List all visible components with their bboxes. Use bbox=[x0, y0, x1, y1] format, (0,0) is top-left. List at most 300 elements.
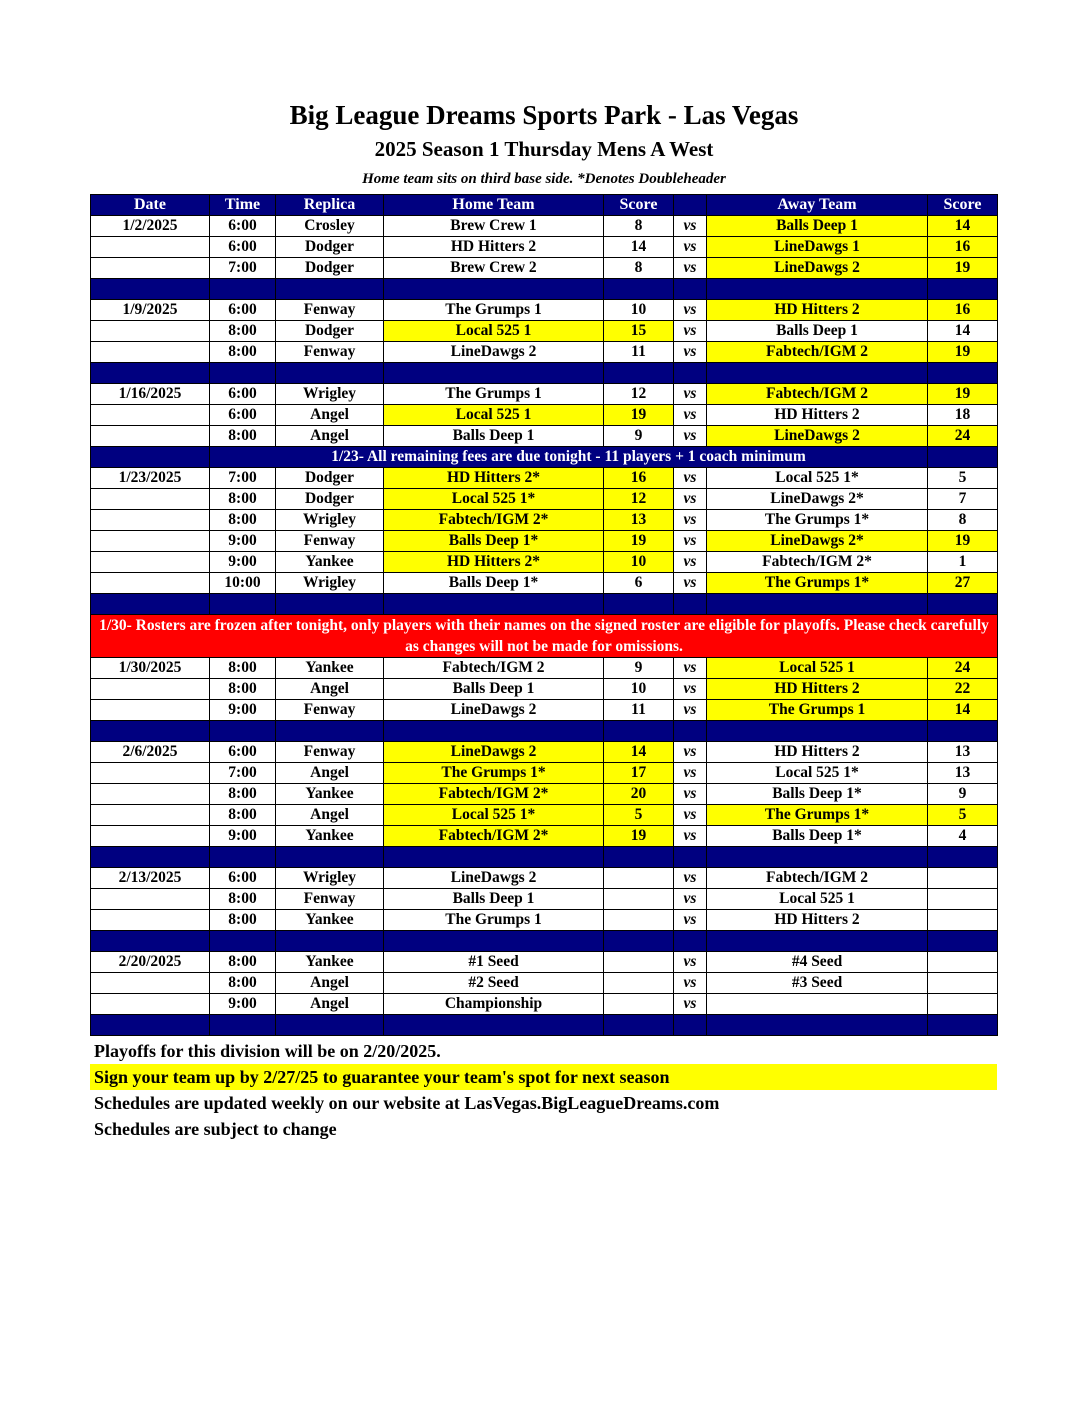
vs-label: vs bbox=[674, 889, 707, 910]
week-separator bbox=[91, 363, 998, 384]
vs-label: vs bbox=[674, 405, 707, 426]
separator-cell bbox=[674, 363, 707, 384]
away-score: 19 bbox=[928, 342, 998, 363]
vs-label: vs bbox=[674, 258, 707, 279]
game-field: Dodger bbox=[276, 237, 384, 258]
separator-cell bbox=[91, 931, 210, 952]
vs-label: vs bbox=[674, 531, 707, 552]
away-team: Balls Deep 1* bbox=[707, 826, 928, 847]
home-team: HD Hitters 2* bbox=[384, 552, 604, 573]
game-row bbox=[91, 742, 998, 763]
home-team: LineDawgs 2 bbox=[384, 742, 604, 763]
col-header-date: Date bbox=[91, 195, 210, 216]
away-team: LineDawgs 2 bbox=[707, 426, 928, 447]
game-time: 9:00 bbox=[210, 826, 276, 847]
separator-cell bbox=[674, 847, 707, 868]
separator-cell bbox=[210, 1015, 276, 1036]
game-field: Angel bbox=[276, 805, 384, 826]
game-field: Yankee bbox=[276, 552, 384, 573]
game-row bbox=[91, 868, 998, 889]
home-score: 6 bbox=[604, 573, 674, 594]
away-score: 9 bbox=[928, 784, 998, 805]
separator-cell bbox=[276, 721, 384, 742]
game-date bbox=[91, 426, 210, 447]
separator-cell bbox=[928, 931, 998, 952]
away-team: The Grumps 1* bbox=[707, 573, 928, 594]
home-team: Balls Deep 1* bbox=[384, 531, 604, 552]
separator-cell bbox=[707, 363, 928, 384]
home-score: 8 bbox=[604, 216, 674, 237]
home-team: Local 525 1 bbox=[384, 321, 604, 342]
separator-cell bbox=[91, 363, 210, 384]
home-score: 12 bbox=[604, 489, 674, 510]
game-field: Angel bbox=[276, 405, 384, 426]
game-time: 9:00 bbox=[210, 700, 276, 721]
game-row bbox=[91, 889, 998, 910]
separator-cell bbox=[276, 279, 384, 300]
away-score: 4 bbox=[928, 826, 998, 847]
game-time: 7:00 bbox=[210, 258, 276, 279]
game-date bbox=[91, 573, 210, 594]
away-score: 16 bbox=[928, 300, 998, 321]
game-row bbox=[91, 510, 998, 531]
separator-cell bbox=[91, 721, 210, 742]
separator-cell bbox=[928, 721, 998, 742]
away-score: 19 bbox=[928, 258, 998, 279]
away-team bbox=[707, 994, 928, 1015]
separator-cell bbox=[210, 721, 276, 742]
separator-cell bbox=[707, 931, 928, 952]
away-team: HD Hitters 2 bbox=[707, 742, 928, 763]
game-date bbox=[91, 510, 210, 531]
game-field: Dodger bbox=[276, 489, 384, 510]
vs-label: vs bbox=[674, 300, 707, 321]
separator-cell bbox=[928, 363, 998, 384]
away-score bbox=[928, 910, 998, 931]
week-separator bbox=[91, 847, 998, 868]
separator-cell bbox=[276, 363, 384, 384]
game-time: 8:00 bbox=[210, 805, 276, 826]
separator-cell bbox=[674, 931, 707, 952]
separator-cell bbox=[928, 1015, 998, 1036]
home-team: Balls Deep 1* bbox=[384, 573, 604, 594]
away-team: Fabtech/IGM 2* bbox=[707, 552, 928, 573]
away-score bbox=[928, 994, 998, 1015]
game-date bbox=[91, 700, 210, 721]
away-score: 5 bbox=[928, 468, 998, 489]
game-row bbox=[91, 679, 998, 700]
home-team: Local 525 1* bbox=[384, 489, 604, 510]
game-time: 8:00 bbox=[210, 784, 276, 805]
separator-cell bbox=[604, 847, 674, 868]
week-separator bbox=[91, 931, 998, 952]
away-score: 8 bbox=[928, 510, 998, 531]
vs-label: vs bbox=[674, 468, 707, 489]
game-field: Fenway bbox=[276, 342, 384, 363]
home-score: 15 bbox=[604, 321, 674, 342]
separator-cell bbox=[384, 721, 604, 742]
away-score: 14 bbox=[928, 700, 998, 721]
vs-label: vs bbox=[674, 321, 707, 342]
home-team: LineDawgs 2 bbox=[384, 700, 604, 721]
website-note: Schedules are updated weekly on our website at LasVegas.BigLeagueDreams.com bbox=[94, 1093, 720, 1113]
away-team: LineDawgs 1 bbox=[707, 237, 928, 258]
vs-label: vs bbox=[674, 700, 707, 721]
home-score: 11 bbox=[604, 700, 674, 721]
vs-label: vs bbox=[674, 763, 707, 784]
separator-cell bbox=[604, 279, 674, 300]
game-row bbox=[91, 384, 998, 405]
separator-cell bbox=[384, 847, 604, 868]
footer-notes bbox=[90, 1038, 997, 1142]
game-date bbox=[91, 805, 210, 826]
separator-cell bbox=[276, 847, 384, 868]
game-row bbox=[91, 973, 998, 994]
away-team: #3 Seed bbox=[707, 973, 928, 994]
separator-cell bbox=[707, 721, 928, 742]
game-date: 1/9/2025 bbox=[91, 300, 210, 321]
vs-label: vs bbox=[674, 384, 707, 405]
game-date bbox=[91, 679, 210, 700]
game-field: Fenway bbox=[276, 531, 384, 552]
game-field: Dodger bbox=[276, 258, 384, 279]
separator-cell bbox=[276, 594, 384, 615]
separator-cell bbox=[674, 1015, 707, 1036]
col-header-home-team: Home Team bbox=[384, 195, 604, 216]
home-team: Local 525 1* bbox=[384, 805, 604, 826]
separator-cell bbox=[210, 363, 276, 384]
away-score: 24 bbox=[928, 426, 998, 447]
away-score: 7 bbox=[928, 489, 998, 510]
game-date bbox=[91, 342, 210, 363]
game-date: 2/20/2025 bbox=[91, 952, 210, 973]
playoffs-note: Playoffs for this division will be on 2/20/2025. bbox=[94, 1041, 441, 1061]
away-team: Local 525 1 bbox=[707, 889, 928, 910]
away-team: Local 525 1 bbox=[707, 658, 928, 679]
schedule-table bbox=[90, 194, 998, 1036]
home-score: 20 bbox=[604, 784, 674, 805]
vs-label: vs bbox=[674, 784, 707, 805]
away-score: 19 bbox=[928, 531, 998, 552]
away-team: LineDawgs 2* bbox=[707, 531, 928, 552]
home-team: HD Hitters 2* bbox=[384, 468, 604, 489]
game-time: 6:00 bbox=[210, 216, 276, 237]
doubleheader-note: Home team sits on third base side. *Denotes Doubleheader bbox=[362, 171, 726, 187]
away-score: 19 bbox=[928, 384, 998, 405]
vs-label: vs bbox=[674, 510, 707, 531]
home-score: 17 bbox=[604, 763, 674, 784]
away-team: Balls Deep 1 bbox=[707, 216, 928, 237]
separator-cell bbox=[384, 1015, 604, 1036]
separator-cell bbox=[707, 594, 928, 615]
away-team: LineDawgs 2 bbox=[707, 258, 928, 279]
game-time: 8:00 bbox=[210, 489, 276, 510]
separator-cell bbox=[210, 279, 276, 300]
game-row bbox=[91, 468, 998, 489]
game-date bbox=[91, 994, 210, 1015]
game-time: 8:00 bbox=[210, 510, 276, 531]
separator-cell bbox=[384, 279, 604, 300]
game-date bbox=[91, 889, 210, 910]
vs-label: vs bbox=[674, 679, 707, 700]
game-field: Fenway bbox=[276, 889, 384, 910]
home-team: Fabtech/IGM 2* bbox=[384, 826, 604, 847]
alert-row bbox=[91, 615, 998, 658]
col-header-time: Time bbox=[210, 195, 276, 216]
home-score: 9 bbox=[604, 658, 674, 679]
home-score bbox=[604, 910, 674, 931]
home-team: The Grumps 1* bbox=[384, 763, 604, 784]
home-team: Championship bbox=[384, 994, 604, 1015]
game-field: Angel bbox=[276, 994, 384, 1015]
game-field: Dodger bbox=[276, 321, 384, 342]
home-team: #2 Seed bbox=[384, 973, 604, 994]
home-score: 5 bbox=[604, 805, 674, 826]
game-time: 6:00 bbox=[210, 384, 276, 405]
separator-cell bbox=[210, 594, 276, 615]
game-row bbox=[91, 910, 998, 931]
vs-label: vs bbox=[674, 952, 707, 973]
game-date bbox=[91, 784, 210, 805]
separator-cell bbox=[91, 1015, 210, 1036]
home-score: 8 bbox=[604, 258, 674, 279]
home-score: 10 bbox=[604, 552, 674, 573]
away-score bbox=[928, 889, 998, 910]
separator-cell bbox=[674, 594, 707, 615]
vs-label: vs bbox=[674, 742, 707, 763]
roster-alert: 1/30- Rosters are frozen after tonight, only players with their names on the signed roster are eligible for playoffs. Please check carefully as changes will not be made for omissions. bbox=[91, 615, 998, 658]
separator-cell bbox=[674, 721, 707, 742]
game-field: Yankee bbox=[276, 952, 384, 973]
game-field: Wrigley bbox=[276, 573, 384, 594]
game-row bbox=[91, 763, 998, 784]
game-row bbox=[91, 216, 998, 237]
game-date: 1/30/2025 bbox=[91, 658, 210, 679]
separator-cell bbox=[210, 847, 276, 868]
game-date bbox=[91, 258, 210, 279]
home-score: 11 bbox=[604, 342, 674, 363]
game-field: Crosley bbox=[276, 216, 384, 237]
home-team: HD Hitters 2 bbox=[384, 237, 604, 258]
home-team: Balls Deep 1 bbox=[384, 426, 604, 447]
game-date: 1/23/2025 bbox=[91, 468, 210, 489]
game-date bbox=[91, 321, 210, 342]
game-row bbox=[91, 258, 998, 279]
away-score bbox=[928, 952, 998, 973]
separator-cell bbox=[384, 363, 604, 384]
game-time: 8:00 bbox=[210, 889, 276, 910]
game-row bbox=[91, 573, 998, 594]
game-time: 8:00 bbox=[210, 321, 276, 342]
home-team: #1 Seed bbox=[384, 952, 604, 973]
game-row bbox=[91, 552, 998, 573]
separator-cell bbox=[928, 847, 998, 868]
table-header-row bbox=[91, 195, 998, 216]
game-field: Angel bbox=[276, 763, 384, 784]
game-row bbox=[91, 994, 998, 1015]
away-team: Balls Deep 1* bbox=[707, 784, 928, 805]
game-row bbox=[91, 489, 998, 510]
home-team: LineDawgs 2 bbox=[384, 342, 604, 363]
game-date bbox=[91, 826, 210, 847]
separator-cell bbox=[674, 279, 707, 300]
signup-note: Sign your team up by 2/27/25 to guarantee your team's spot for next season bbox=[90, 1064, 997, 1090]
away-score: 5 bbox=[928, 805, 998, 826]
game-row bbox=[91, 658, 998, 679]
disclaimer-note: Schedules are subject to change bbox=[94, 1119, 337, 1139]
away-score bbox=[928, 868, 998, 889]
game-row bbox=[91, 531, 998, 552]
away-score: 27 bbox=[928, 573, 998, 594]
away-team: The Grumps 1* bbox=[707, 510, 928, 531]
away-team: HD Hitters 2 bbox=[707, 300, 928, 321]
game-field: Wrigley bbox=[276, 868, 384, 889]
game-field: Fenway bbox=[276, 742, 384, 763]
vs-label: vs bbox=[674, 994, 707, 1015]
col-header-home-score: Score bbox=[604, 195, 674, 216]
away-team: Balls Deep 1 bbox=[707, 321, 928, 342]
vs-label: vs bbox=[674, 910, 707, 931]
separator-cell bbox=[604, 721, 674, 742]
game-time: 9:00 bbox=[210, 552, 276, 573]
home-score bbox=[604, 868, 674, 889]
game-field: Angel bbox=[276, 426, 384, 447]
page-title: Big League Dreams Sports Park - Las Vegas bbox=[289, 100, 799, 130]
game-date bbox=[91, 763, 210, 784]
game-row bbox=[91, 700, 998, 721]
week-separator bbox=[91, 279, 998, 300]
game-row bbox=[91, 300, 998, 321]
game-date bbox=[91, 552, 210, 573]
week-separator bbox=[91, 721, 998, 742]
vs-label: vs bbox=[674, 489, 707, 510]
schedule-body bbox=[91, 216, 998, 1036]
away-score: 13 bbox=[928, 742, 998, 763]
week-separator bbox=[91, 1015, 998, 1036]
game-time: 7:00 bbox=[210, 763, 276, 784]
game-date bbox=[91, 489, 210, 510]
week-separator bbox=[91, 594, 998, 615]
col-header-vs bbox=[674, 195, 707, 216]
away-team: The Grumps 1* bbox=[707, 805, 928, 826]
game-date: 1/16/2025 bbox=[91, 384, 210, 405]
home-team: Brew Crew 2 bbox=[384, 258, 604, 279]
home-team: Balls Deep 1 bbox=[384, 889, 604, 910]
game-time: 9:00 bbox=[210, 994, 276, 1015]
vs-label: vs bbox=[674, 216, 707, 237]
game-row bbox=[91, 237, 998, 258]
game-row bbox=[91, 405, 998, 426]
away-team: Fabtech/IGM 2 bbox=[707, 342, 928, 363]
game-time: 6:00 bbox=[210, 237, 276, 258]
game-field: Fenway bbox=[276, 700, 384, 721]
game-field: Yankee bbox=[276, 784, 384, 805]
game-time: 8:00 bbox=[210, 426, 276, 447]
home-score: 14 bbox=[604, 237, 674, 258]
home-team: Local 525 1 bbox=[384, 405, 604, 426]
away-score: 1 bbox=[928, 552, 998, 573]
away-team: HD Hitters 2 bbox=[707, 679, 928, 700]
game-time: 8:00 bbox=[210, 910, 276, 931]
away-score: 18 bbox=[928, 405, 998, 426]
notice-spacer bbox=[91, 447, 210, 468]
vs-label: vs bbox=[674, 826, 707, 847]
separator-cell bbox=[276, 931, 384, 952]
vs-label: vs bbox=[674, 805, 707, 826]
away-score: 24 bbox=[928, 658, 998, 679]
game-time: 8:00 bbox=[210, 679, 276, 700]
game-row bbox=[91, 805, 998, 826]
home-score: 10 bbox=[604, 679, 674, 700]
home-team: LineDawgs 2 bbox=[384, 868, 604, 889]
away-team: Local 525 1* bbox=[707, 763, 928, 784]
home-score: 12 bbox=[604, 384, 674, 405]
vs-label: vs bbox=[674, 426, 707, 447]
home-team: Fabtech/IGM 2 bbox=[384, 658, 604, 679]
away-score: 14 bbox=[928, 321, 998, 342]
home-score: 10 bbox=[604, 300, 674, 321]
notice-row bbox=[91, 447, 998, 468]
separator-cell bbox=[928, 594, 998, 615]
away-team: #4 Seed bbox=[707, 952, 928, 973]
separator-cell bbox=[604, 363, 674, 384]
home-team: Fabtech/IGM 2* bbox=[384, 784, 604, 805]
game-row bbox=[91, 952, 998, 973]
away-team: The Grumps 1 bbox=[707, 700, 928, 721]
game-time: 10:00 bbox=[210, 573, 276, 594]
page-subtitle: 2025 Season 1 Thursday Mens A West bbox=[374, 137, 714, 161]
separator-cell bbox=[210, 931, 276, 952]
separator-cell bbox=[707, 847, 928, 868]
vs-label: vs bbox=[674, 552, 707, 573]
game-time: 8:00 bbox=[210, 973, 276, 994]
home-team: The Grumps 1 bbox=[384, 300, 604, 321]
separator-cell bbox=[604, 1015, 674, 1036]
away-score: 22 bbox=[928, 679, 998, 700]
away-team: Fabtech/IGM 2 bbox=[707, 868, 928, 889]
separator-cell bbox=[707, 279, 928, 300]
game-time: 8:00 bbox=[210, 952, 276, 973]
game-time: 6:00 bbox=[210, 868, 276, 889]
game-row bbox=[91, 321, 998, 342]
col-header-away-team: Away Team bbox=[707, 195, 928, 216]
separator-cell bbox=[91, 279, 210, 300]
notice-spacer bbox=[928, 447, 998, 468]
game-row bbox=[91, 826, 998, 847]
game-field: Angel bbox=[276, 679, 384, 700]
separator-cell bbox=[707, 1015, 928, 1036]
home-team: Brew Crew 1 bbox=[384, 216, 604, 237]
home-score: 13 bbox=[604, 510, 674, 531]
home-score: 14 bbox=[604, 742, 674, 763]
game-date bbox=[91, 405, 210, 426]
game-row bbox=[91, 342, 998, 363]
game-field: Yankee bbox=[276, 910, 384, 931]
game-date bbox=[91, 973, 210, 994]
separator-cell bbox=[604, 594, 674, 615]
fees-notice: 1/23- All remaining fees are due tonight - 11 players + 1 coach minimum bbox=[210, 447, 928, 468]
game-field: Wrigley bbox=[276, 384, 384, 405]
game-time: 9:00 bbox=[210, 531, 276, 552]
game-time: 8:00 bbox=[210, 342, 276, 363]
vs-label: vs bbox=[674, 658, 707, 679]
away-team: HD Hitters 2 bbox=[707, 910, 928, 931]
away-team: HD Hitters 2 bbox=[707, 405, 928, 426]
game-field: Yankee bbox=[276, 658, 384, 679]
vs-label: vs bbox=[674, 573, 707, 594]
game-date bbox=[91, 531, 210, 552]
separator-cell bbox=[604, 931, 674, 952]
